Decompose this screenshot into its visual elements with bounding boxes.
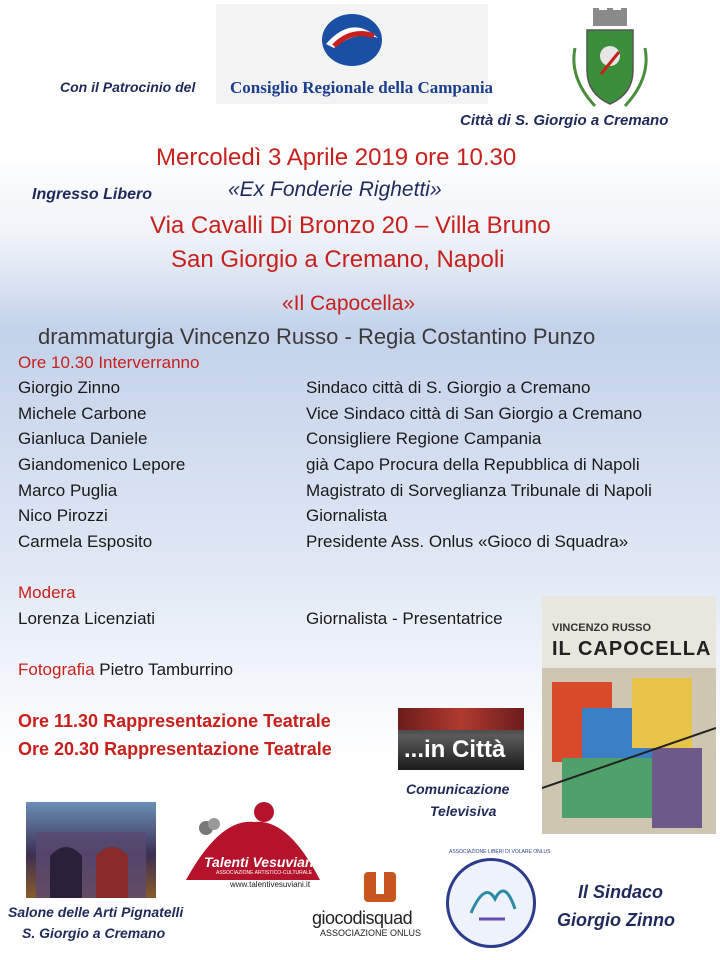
photography-row (18, 660, 233, 680)
show-time-2: Ore 20.30 Rappresentazione Teatrale (18, 739, 332, 759)
speaker-role: Magistrato di Sorveglianza Tribunale di Napoli (306, 481, 652, 500)
gioco-name: giocodisquad (312, 908, 413, 928)
speaker-name: Marco Puglia (18, 481, 118, 500)
venue-name: «Ex Fonderie Righetti» (228, 178, 442, 201)
liberi-di-volare-logo (446, 849, 551, 948)
gioco-sub: ASSOCIAZIONE ONLUS (320, 928, 422, 938)
speaker-row (18, 481, 652, 501)
talenti-url: www.talentivesuviani.it (230, 880, 311, 889)
show-time-1: Ore 11.30 Rappresentazione Teatrale (18, 711, 331, 731)
building-icon (26, 802, 156, 898)
salon-caption-1: Salone delle Arti Pignatelli (8, 904, 184, 920)
speakers-heading: Ore 10.30 Interverranno (18, 353, 200, 372)
speaker-row (18, 455, 640, 475)
speaker-name: Gianluca Daniele (18, 429, 148, 448)
speaker-role: Giornalista (306, 506, 388, 525)
speaker-row (18, 532, 629, 552)
mayor-name: Giorgio Zinno (557, 910, 675, 930)
tv-caption-1: Comunicazione (406, 781, 510, 797)
speaker-role: Consigliere Regione Campania (306, 429, 542, 448)
photography-label: Fotografia (18, 660, 95, 679)
event-datetime: Mercoledì 3 Aprile 2019 ore 10.30 (156, 144, 517, 171)
speaker-name: Giorgio Zinno (18, 378, 121, 397)
in-citta-logo (398, 708, 524, 770)
book-artwork-icon (542, 668, 716, 834)
play-title: «Il Capocella» (282, 292, 416, 315)
speaker-role: Presidente Ass. Onlus «Gioco di Squadra» (306, 532, 629, 551)
city-label: Città di S. Giorgio a Cremano (460, 112, 669, 129)
talenti-vesuviani-logo (180, 798, 326, 894)
council-name: Consiglio Regionale della Campania (230, 78, 494, 97)
salon-caption-2: S. Giorgio a Cremano (22, 925, 166, 941)
address-line2: San Giorgio a Cremano, Napoli (171, 246, 505, 273)
address-line1: Via Cavalli Di Bronzo 20 – Villa Bruno (150, 212, 551, 239)
entry-label: Ingresso Libero (32, 186, 153, 203)
skyline-band (398, 708, 524, 730)
speaker-name: Nico Pirozzi (18, 506, 108, 525)
speaker-row (18, 378, 591, 398)
council-logo (216, 4, 494, 104)
gioco-di-squadra-logo (312, 868, 438, 938)
play-credits: drammaturgia Vincenzo Russo - Regia Costantino Punzo (38, 324, 596, 349)
gioco-emblem-icon (364, 868, 396, 902)
moderator-name: Lorenza Licenziati (18, 609, 156, 628)
moderator-label: Modera (18, 583, 76, 602)
book-title: IL CAPOCELLA (552, 638, 712, 660)
speaker-name: Giandomenico Lepore (18, 455, 186, 474)
talenti-name: Talenti Vesuviani (204, 854, 318, 870)
liberi-name: ASSOCIAZIONE LIBERI DI VOLARE ONLUS (449, 849, 551, 855)
speaker-role: Sindaco città di S. Giorgio a Cremano (306, 378, 591, 397)
coat-of-arms-icon (565, 8, 655, 112)
mayor-label: Il Sindaco (578, 882, 664, 902)
book-author: VINCENZO RUSSO (552, 622, 652, 634)
photographer-name: Pietro Tamburrino (99, 660, 234, 679)
city-crest (565, 8, 655, 112)
dove-icon (449, 861, 533, 945)
speaker-role: Vice Sindaco città di San Giorgio a Cremano (306, 404, 643, 423)
moderator-row (18, 609, 503, 629)
moderator-role: Giornalista - Presentatrice (306, 609, 503, 628)
speaker-row (18, 404, 643, 424)
book-cover (542, 596, 716, 834)
speaker-name: Michele Carbone (18, 404, 147, 423)
speaker-name: Carmela Esposito (18, 532, 153, 551)
salon-photo (26, 802, 156, 898)
tv-caption-2: Televisiva (430, 803, 497, 819)
speaker-row (18, 429, 542, 449)
speaker-role: già Capo Procura della Repubblica di Napoli (306, 455, 640, 474)
in-citta-text: ...in Città (404, 736, 506, 763)
talenti-sub: ASSOCIAZIONE ARTISTICO-CULTURALE (216, 870, 313, 876)
speaker-row (18, 506, 388, 526)
patronage-prefix: Con il Patrocinio del (60, 79, 196, 95)
